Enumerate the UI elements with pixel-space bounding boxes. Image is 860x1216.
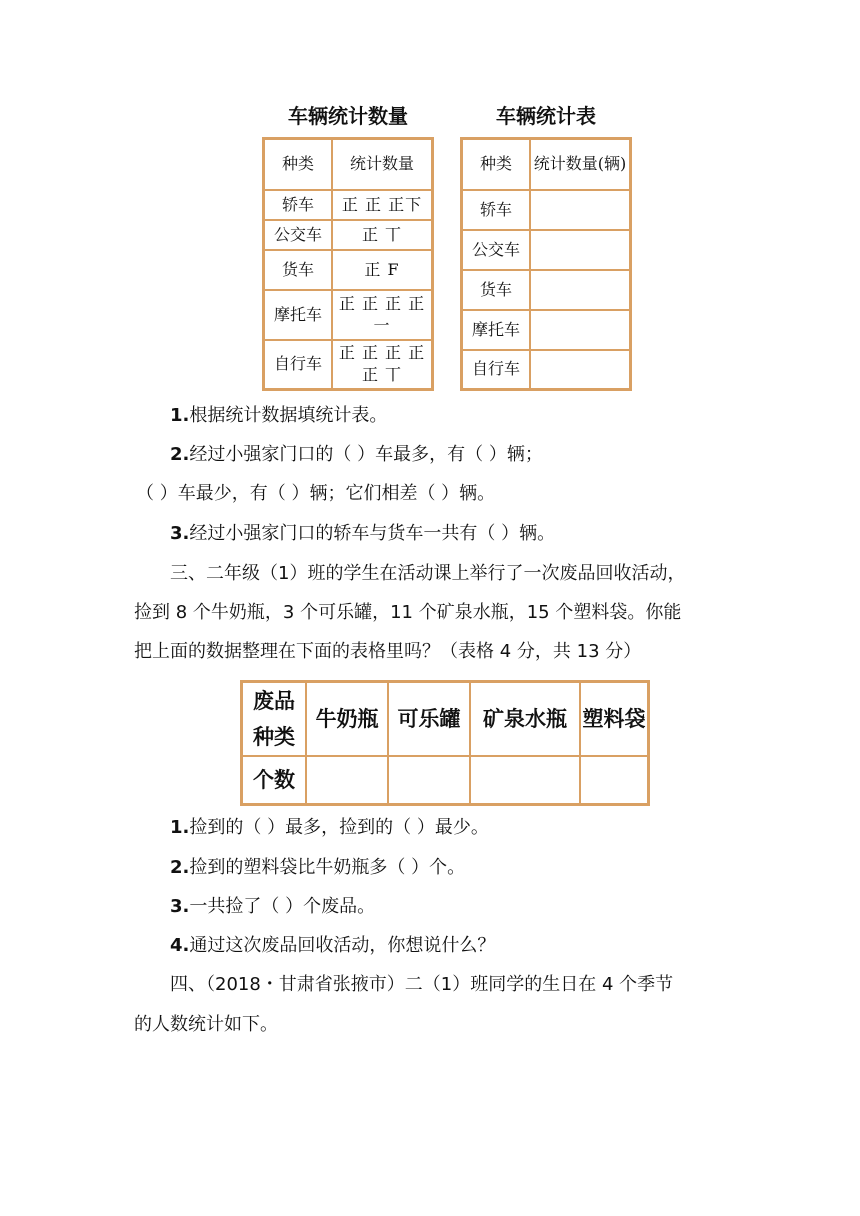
- question-text: 通过这次废品回收活动，你想说什么？: [189, 935, 496, 956]
- answer-cell[interactable]: [470, 756, 580, 804]
- header-cell: 种类: [462, 139, 531, 190]
- stat-table-title: 车辆统计表: [496, 104, 596, 128]
- answer-cell[interactable]: [530, 310, 631, 350]
- question-2: [170, 443, 543, 467]
- question-1: [170, 404, 387, 428]
- tally-cell: 正 正 正 正 正 丅: [332, 340, 433, 390]
- question-number: 4.: [170, 935, 190, 956]
- question-number: 3.: [170, 896, 190, 917]
- category-cell: 牛奶瓶: [306, 682, 388, 757]
- question-text: 经过小强家门口的轿车与货车一共有（ ）辆。: [189, 523, 556, 544]
- question-4: [170, 934, 495, 958]
- question-text: 根据统计数据填统计表。: [189, 405, 388, 426]
- question-number: 2.: [170, 444, 190, 465]
- question-number: 3.: [170, 523, 190, 544]
- count-label-cell: 个数: [242, 756, 307, 804]
- question-number: 2.: [170, 857, 190, 878]
- answer-cell[interactable]: [530, 190, 631, 230]
- question-text: 一共捡了（ ）个废品。: [189, 896, 376, 917]
- tally-cell: 正 F: [332, 250, 433, 290]
- section-4-line-1: 四、（2018・甘肃省张掖市）二（1）班同学的生日在 4 个季节: [170, 974, 674, 995]
- waste-table: [240, 680, 650, 806]
- vehicle-type-cell: 轿车: [462, 190, 531, 230]
- tally-cell: 正 丅: [332, 220, 433, 250]
- section-4-line-2: 的人数统计如下。: [134, 1014, 278, 1035]
- answer-cell[interactable]: [580, 756, 649, 804]
- question-1: [170, 816, 489, 840]
- question-number: 1.: [170, 817, 190, 838]
- answer-cell[interactable]: [388, 756, 470, 804]
- question-2-cont: （ ）车最少，有（ ）辆；它们相差（ ）辆。: [136, 483, 496, 504]
- question-number: 1.: [170, 405, 190, 426]
- category-cell: 矿泉水瓶: [470, 682, 580, 757]
- question-2: [170, 856, 465, 880]
- stat-table: [460, 137, 632, 391]
- question-text: 捡到的（ ）最多，捡到的（ ）最少。: [189, 817, 489, 838]
- question-3: [170, 522, 555, 546]
- answer-cell[interactable]: [530, 270, 631, 310]
- vehicle-type-cell: 货车: [462, 270, 531, 310]
- answer-cell[interactable]: [306, 756, 388, 804]
- question-text: 经过小强家门口的（ ）车最多，有（ ）辆；: [189, 444, 543, 465]
- vehicle-type-cell: 轿车: [264, 190, 333, 220]
- tally-table: [262, 137, 434, 391]
- vehicle-type-cell: 摩托车: [462, 310, 531, 350]
- category-cell: 可乐罐: [388, 682, 470, 757]
- vehicle-type-cell: 公交车: [264, 220, 333, 250]
- section-3-line-2: 捡到 8 个牛奶瓶，3 个可乐罐，11 个矿泉水瓶，15 个塑料袋。你能: [134, 602, 682, 623]
- header-cell: 统计数量(辆): [530, 139, 631, 190]
- vehicle-type-cell: 自行车: [264, 340, 333, 390]
- vehicle-type-cell: 货车: [264, 250, 333, 290]
- answer-cell[interactable]: [530, 230, 631, 270]
- category-cell: 塑料袋: [580, 682, 649, 757]
- section-3-line-1: 三、二年级（1）班的学生在活动课上举行了一次废品回收活动，: [170, 563, 686, 584]
- vehicle-type-cell: 摩托车: [264, 290, 333, 340]
- header-label-cell: 废品种类: [242, 682, 307, 757]
- tally-cell: 正 正 正下: [332, 190, 433, 220]
- header-cell: 统计数量: [332, 139, 433, 190]
- question-text: 捡到的塑料袋比牛奶瓶多（ ）个。: [189, 857, 466, 878]
- section-3-line-3: 把上面的数据整理在下面的表格里吗？（表格 4 分，共 13 分）: [134, 641, 642, 662]
- vehicle-type-cell: 公交车: [462, 230, 531, 270]
- answer-cell[interactable]: [530, 350, 631, 390]
- tally-cell: 正 正 正 正 一: [332, 290, 433, 340]
- tally-table-title: 车辆统计数量: [288, 104, 408, 128]
- vehicle-type-cell: 自行车: [462, 350, 531, 390]
- question-3: [170, 895, 375, 919]
- header-cell: 种类: [264, 139, 333, 190]
